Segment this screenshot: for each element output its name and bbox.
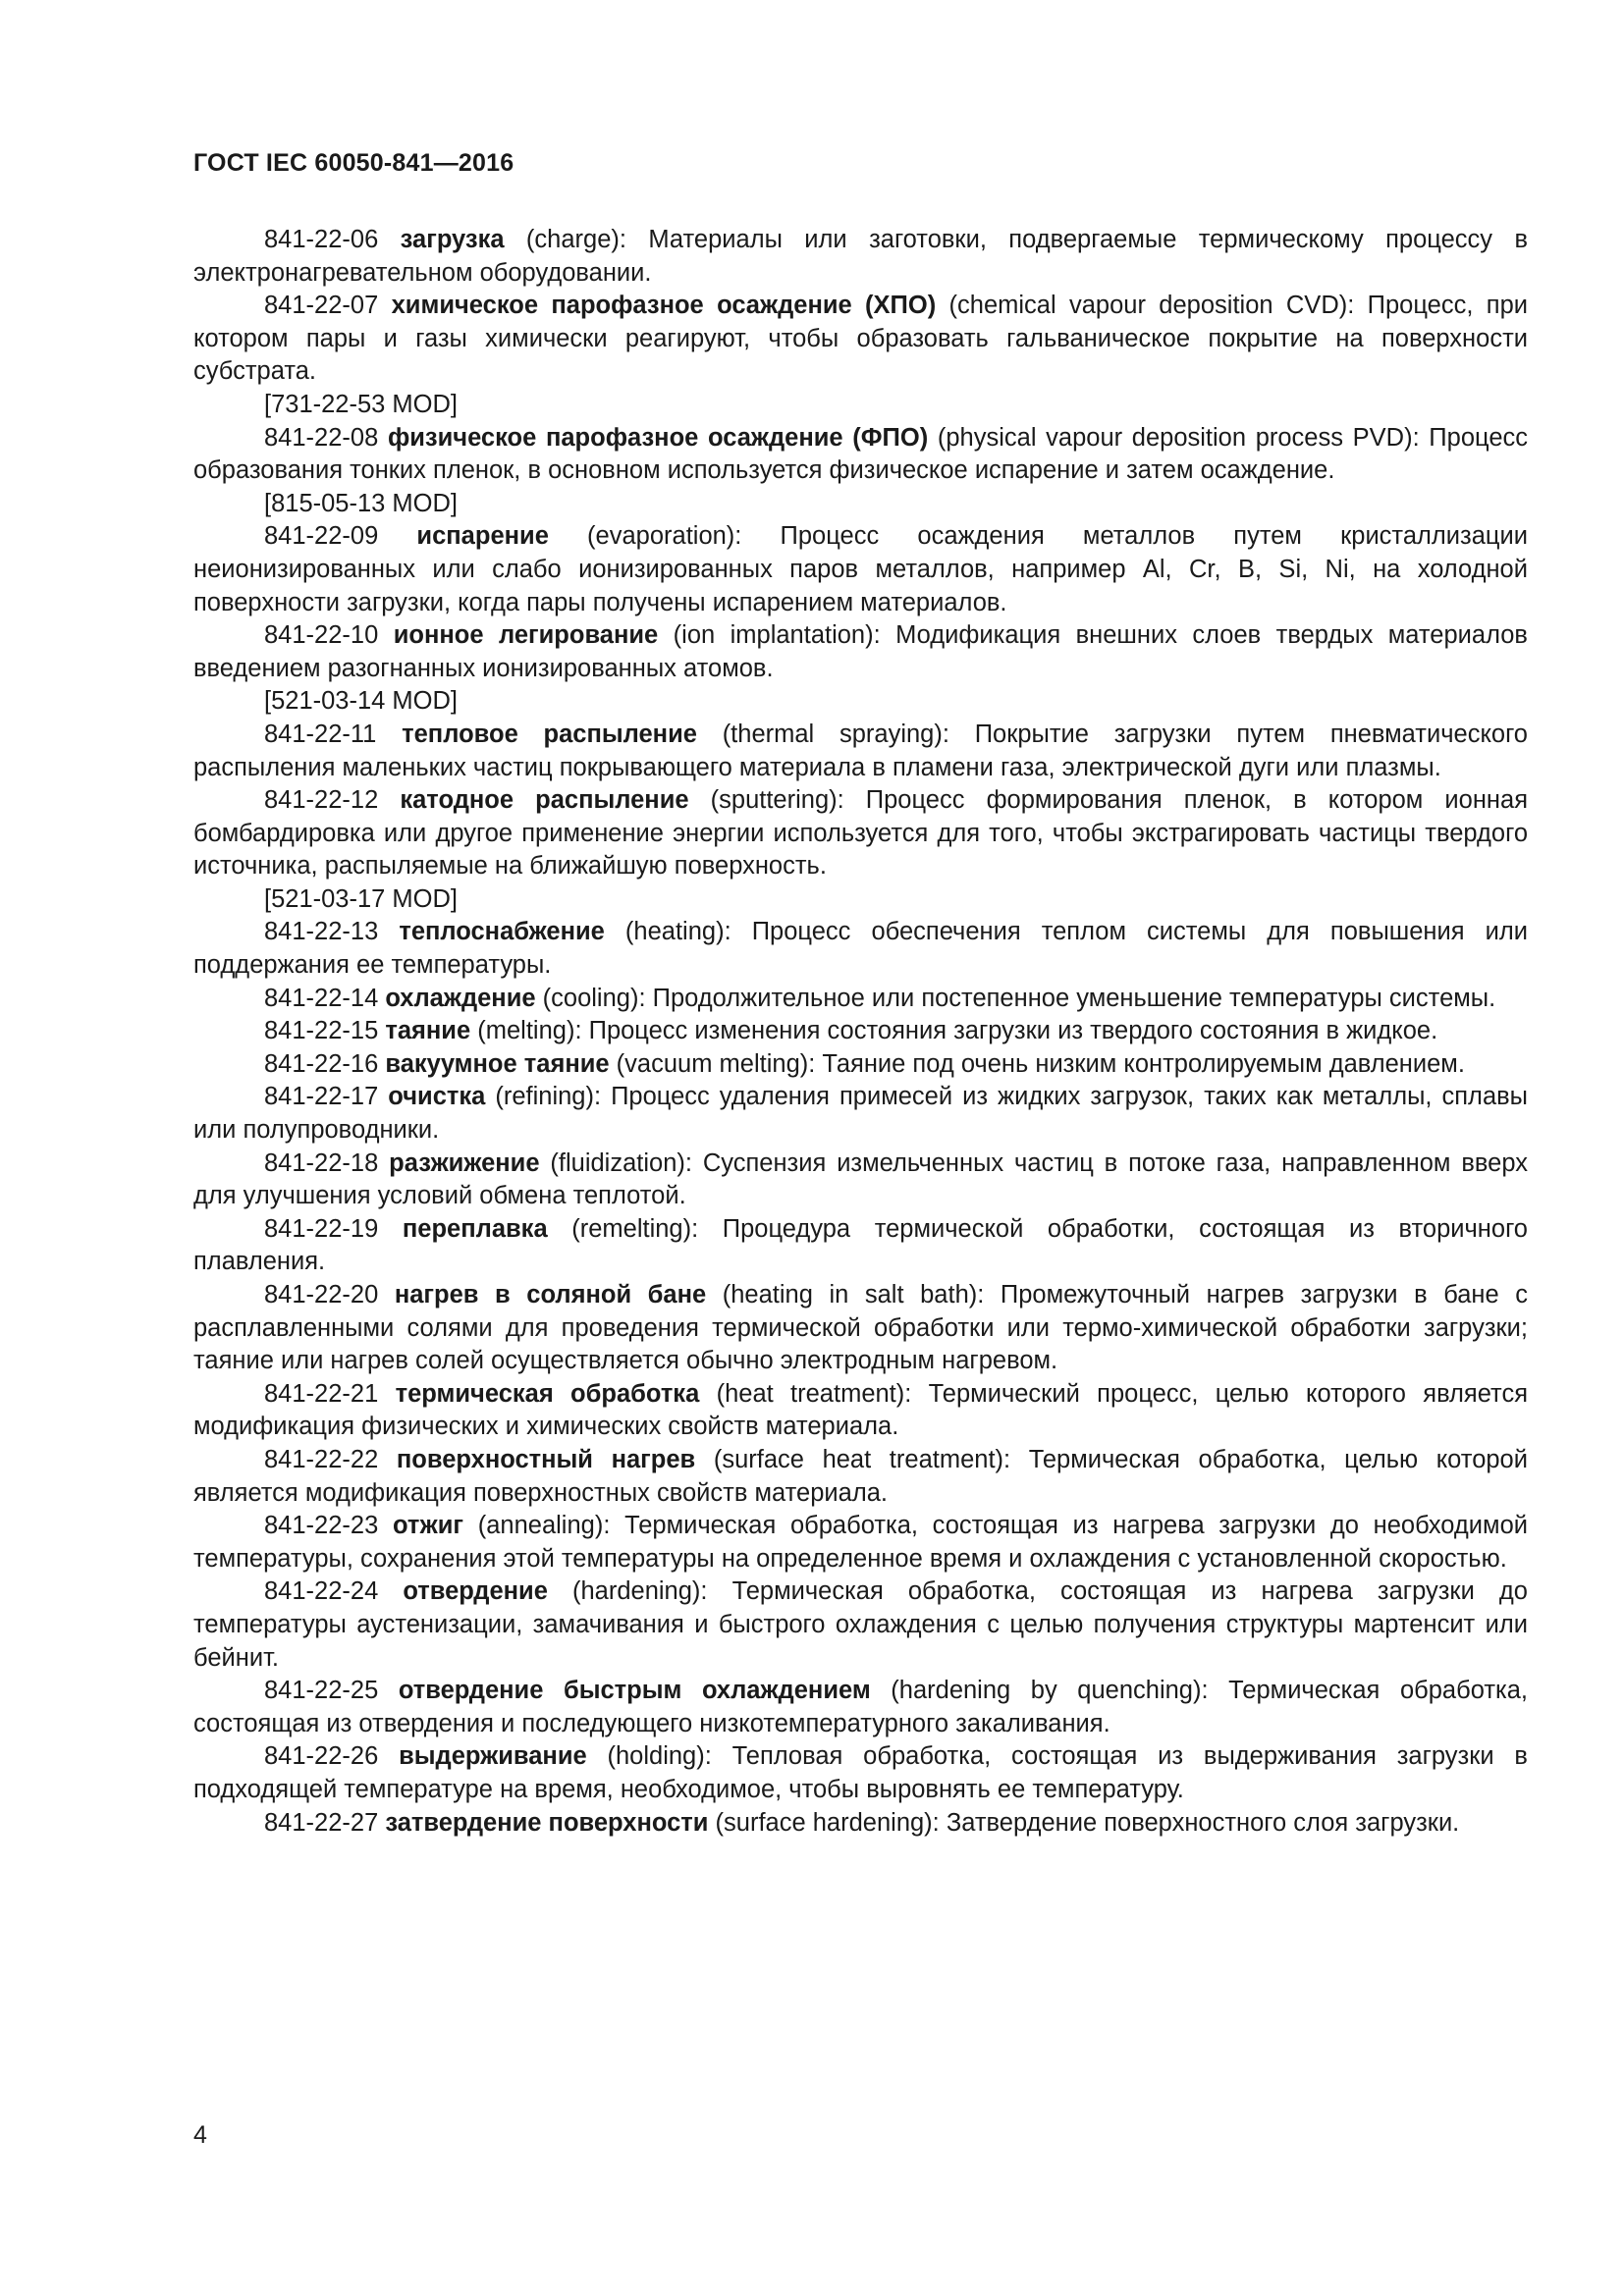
term-name: термическая обработка — [395, 1379, 700, 1408]
term-definition: (annealing): Термическая обработка, состоящая из нагрева загрузки до необходимой температуры, сохранения этой температуры на определенное время и охлаждения с установленной скоростью. — [193, 1512, 1528, 1573]
term-definition: (heating): Процесс обеспечения теплом системы для повышения или поддержания ее температуры. — [193, 918, 1528, 980]
term-entry — [193, 784, 1528, 883]
term-code: 841-22-23 — [264, 1512, 379, 1540]
term-entry — [193, 1575, 1528, 1675]
document-header: ГОСТ IEC 60050-841—2016 — [193, 149, 514, 177]
term-code: 841-22-26 — [264, 1742, 379, 1771]
term-entry — [193, 1444, 1528, 1510]
term-definition: (sputtering): Процесс формирования пленок, в котором ионная бомбардировка или другое применение энергии используется для того, чтобы экстрагировать частицы твердого источника, распыляемые на ближайшую поверхность. — [193, 786, 1528, 881]
term-name: переплавка — [402, 1214, 548, 1243]
term-definition: (heat treatment): Термический процесс, целью которого является модификация физических и химических свойств материала. — [193, 1379, 1529, 1441]
term-entry — [193, 1510, 1528, 1575]
term-definition: (vacuum melting): Таяние под очень низким контролируемым давлением. — [609, 1049, 1465, 1078]
term-definition: (holding): Тепловая обработка, состоящая из выдерживания загрузки в подходящей температуре на время, необходимое, чтобы выровнять ее температуру. — [193, 1742, 1528, 1803]
term-definition: (thermal spraying): Покрытие загрузки путем пневматического распыления маленьких частиц покрывающего материала в пламени газа, электрической дуги или плазмы. — [193, 720, 1528, 781]
source-reference: [815-05-13 MOD] — [264, 489, 459, 517]
term-entry — [193, 983, 1528, 1016]
term-definition: (hardening): Термическая обработка, состоящая из нагрева загрузки до температуры аустенизации, замачивания и быстрого охлаждения с целью получения структуры мартенсит или бейнит. — [193, 1577, 1528, 1672]
term-entry — [193, 916, 1528, 982]
term-code: 841-22-18 — [264, 1148, 379, 1177]
term-name: затвердение поверхности — [385, 1808, 709, 1837]
term-entry — [193, 1081, 1528, 1147]
term-name: поверхностный нагрев — [396, 1445, 696, 1473]
term-name: вакуумное таяние — [385, 1049, 610, 1078]
term-definition: (evaporation): Процесс осаждения металлов путем кристаллизации неионизированных или слабо ионизированных паров металлов, например Al, Cr, B, Si, Ni, на холодной поверхности загрузки, когда пары получены испарением материалов. — [193, 522, 1528, 616]
term-name: отжиг — [392, 1512, 464, 1540]
term-entry — [193, 719, 1528, 784]
term-definition: (cooling): Продолжительное или постепенное уменьшение температуры системы. — [535, 984, 1496, 1012]
term-code: 841-22-15 — [264, 1017, 379, 1045]
term-definition: (chemical vapour deposition CVD): Процесс, при котором пары и газы химически реагируют, чтобы образовать гальваническое покрытие на поверхности субстрата. — [193, 292, 1528, 386]
term-code: 841-22-14 — [264, 984, 379, 1012]
term-entry — [193, 422, 1528, 488]
term-definition: (physical vapour deposition process PVD): Процесс образования тонких пленок, в основном используется физическое испарение и затем осаждение. — [193, 423, 1529, 485]
term-entry — [193, 1148, 1528, 1213]
term-entry — [193, 224, 1528, 290]
term-code: 841-22-13 — [264, 918, 379, 946]
term-name: испарение — [416, 522, 549, 551]
term-entry — [193, 1048, 1528, 1082]
term-definition: (surface hardening): Затвердение поверхностного слоя загрузки. — [708, 1808, 1460, 1837]
term-code: 841-22-27 — [264, 1808, 379, 1837]
term-definition: (surface heat treatment): Термическая обработка, целью которой является модификация поверхностных свойств материала. — [193, 1445, 1528, 1507]
term-definition: (hardening by quenching): Термическая обработка, состоящая из отвердения и последующего низкотемпературного закаливания. — [193, 1677, 1528, 1737]
term-name: выдерживание — [399, 1742, 587, 1771]
terms-list — [193, 224, 1528, 1840]
term-entry — [193, 1378, 1528, 1444]
source-reference: [521-03-14 MOD] — [264, 687, 459, 716]
term-name: загрузка — [400, 226, 505, 253]
term-code: 841-22-06 — [264, 226, 379, 253]
term-code: 841-22-10 — [264, 621, 379, 650]
term-entry — [193, 290, 1528, 389]
term-name: отвердение быстрым охлаждением — [398, 1677, 871, 1705]
term-definition: (fluidization): Суспензия измельченных частиц в потоке газа, направленном вверх для улучшения условий обмена теплотой. — [193, 1148, 1528, 1210]
term-name: теплоснабжение — [399, 918, 605, 946]
term-definition: (charge): Материалы или заготовки, подвергаемые термическому процессу в электронагревательном оборудовании. — [193, 226, 1528, 287]
term-definition: (refining): Процесс удаления примесей из жидких загрузок, таких как металлы, сплавы или полупроводники. — [193, 1083, 1528, 1145]
term-name: катодное распыление — [400, 786, 689, 815]
term-name: ионное легирование — [393, 621, 659, 650]
term-code: 841-22-25 — [264, 1677, 379, 1705]
term-code: 841-22-21 — [264, 1379, 379, 1408]
term-code: 841-22-11 — [264, 720, 377, 748]
term-code: 841-22-24 — [264, 1577, 379, 1606]
term-entry — [193, 1807, 1528, 1841]
term-code: 841-22-22 — [264, 1445, 379, 1473]
term-definition: (ion implantation): Модификация внешних слоев твердых материалов введением разогнанных ионизированных атомов. — [193, 621, 1528, 682]
term-code: 841-22-16 — [264, 1049, 379, 1078]
term-code: 841-22-09 — [264, 522, 379, 551]
term-name: отвердение — [403, 1577, 548, 1606]
term-definition: (melting): Процесс изменения состояния загрузки из твердого состояния в жидкое. — [470, 1017, 1438, 1045]
term-name: химическое парофазное осаждение (ХПО) — [391, 292, 937, 320]
term-name: тепловое распыление — [402, 720, 697, 748]
term-code: 841-22-12 — [264, 786, 379, 815]
term-entry — [193, 1279, 1528, 1378]
term-name: очистка — [388, 1083, 486, 1111]
page-number: 4 — [193, 2121, 207, 2149]
source-reference: [731-22-53 MOD] — [264, 390, 459, 418]
term-name: нагрев в соляной бане — [394, 1281, 707, 1308]
term-entry — [193, 1015, 1528, 1048]
term-code: 841-22-07 — [264, 292, 379, 320]
term-definition: (heating in salt bath): Промежуточный нагрев загрузки в бане с расплавленными солями для проведения термической обработки или термо-химической обработки загрузки; таяние или нагрев солей осуществляется обычно электродным нагревом. — [193, 1281, 1528, 1375]
term-entry — [193, 1213, 1528, 1279]
term-name: таяние — [385, 1017, 471, 1045]
term-definition: (remelting): Процедура термической обработки, состоящая из вторичного плавления. — [193, 1214, 1528, 1276]
term-entry — [193, 619, 1528, 685]
term-code: 841-22-17 — [264, 1083, 379, 1111]
term-name: физическое парофазное осаждение (ФПО) — [387, 423, 929, 452]
term-code: 841-22-20 — [264, 1281, 379, 1308]
term-entry — [193, 1740, 1528, 1806]
term-entry — [193, 1675, 1528, 1740]
term-code: 841-22-08 — [264, 423, 379, 452]
term-name: охлаждение — [385, 984, 536, 1012]
term-code: 841-22-19 — [264, 1214, 379, 1243]
term-entry — [193, 520, 1528, 619]
source-reference: [521-03-17 MOD] — [264, 884, 459, 913]
term-name: разжижение — [389, 1148, 540, 1177]
